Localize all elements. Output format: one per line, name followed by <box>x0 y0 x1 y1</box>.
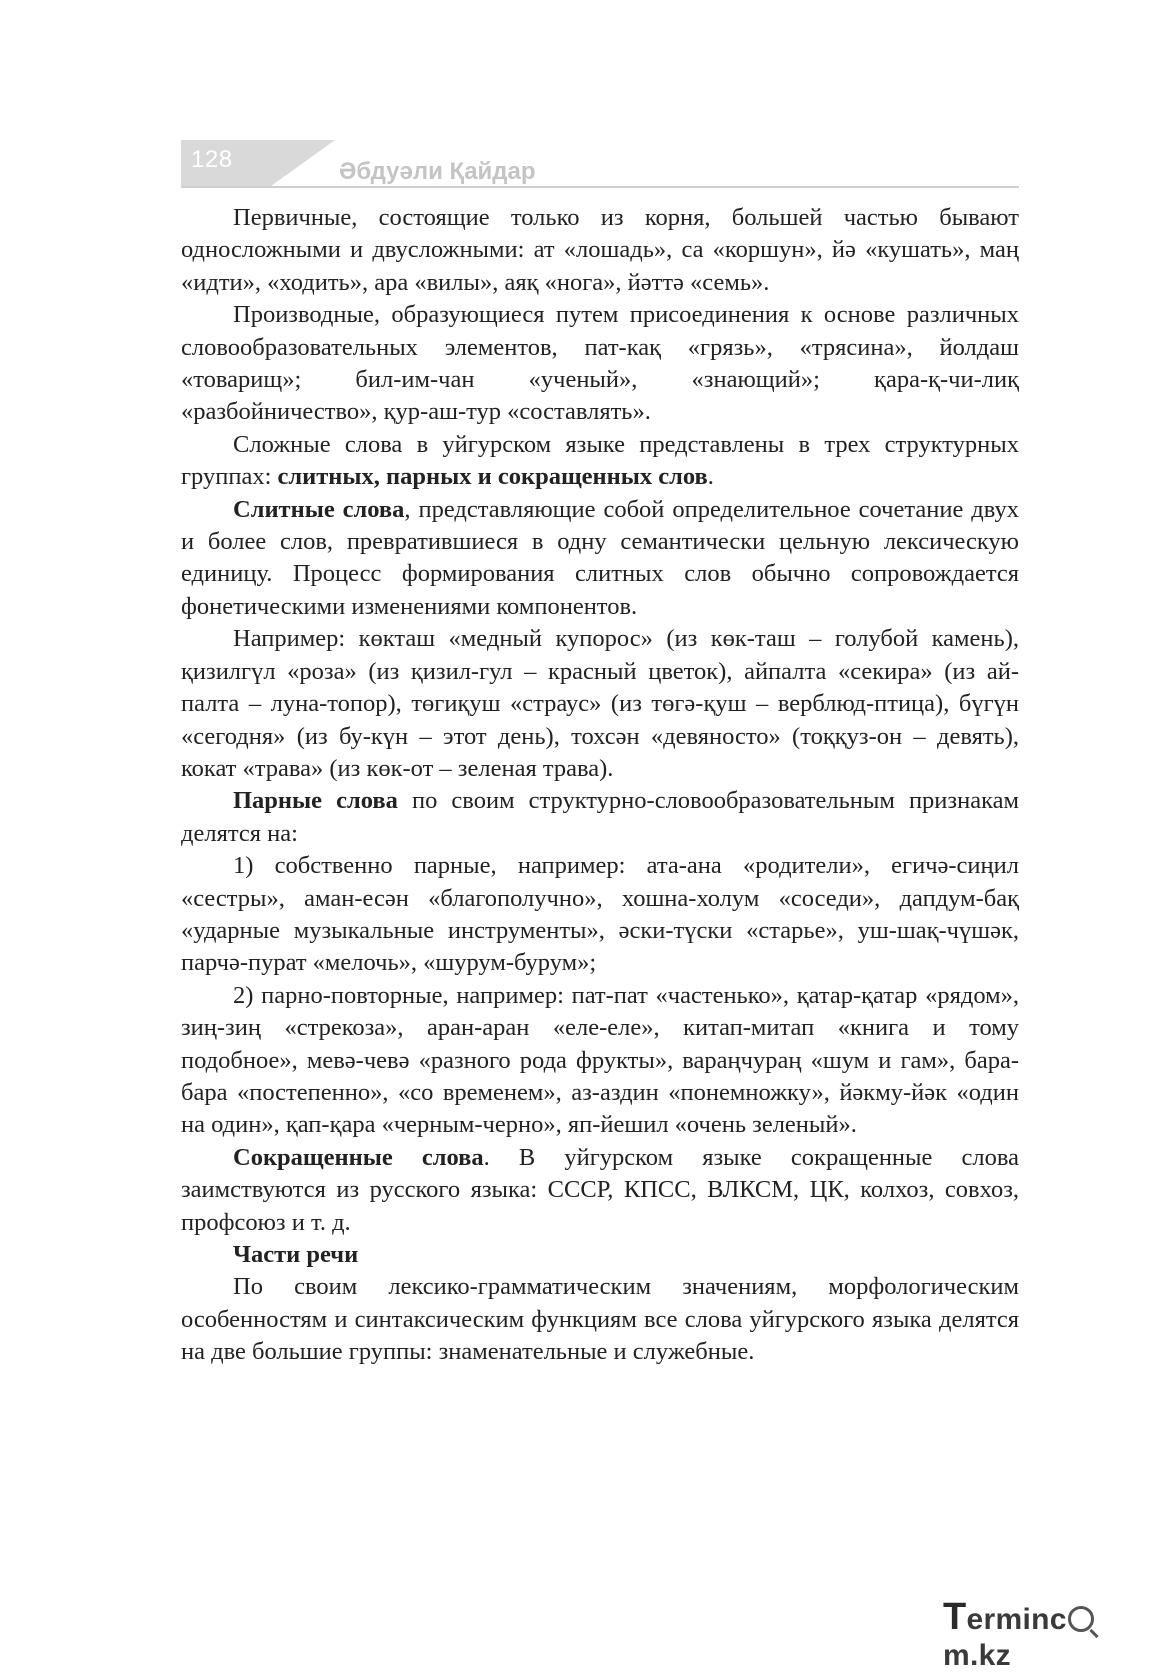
paragraph-paired-words <box>181 785 1019 850</box>
list-item-repetitive-paired: 2) парно-повторные, например: пат-пат «частенько», қатар-қатар «рядом», зиң-зиң «стрекоза», аран-аран «еле-еле», китап-митап «книга и тому подобное», мевә-чевә «разного рода фрукты», вараңчураң «шум и гам», бара-бара «постепенно», «со временем», аз-аздин «понемножку», йәкму-йәк «один на один», қап-қара «черным-черно», яп-йешил «очень зеленый». <box>181 981 1019 1139</box>
running-head-author: Әбдуәли Қайдар <box>339 158 536 185</box>
magnifier-icon <box>1068 1606 1094 1632</box>
term-abbreviated-words: Сокращенные слова <box>233 1143 484 1171</box>
list-item-proper-paired: 1) собственно парные, например: ата-ана «родители», егичә-сиңил «сестры», аман-есән «благополучно», хошна-холум «соседи», дапдум-бақ «ударные музыкальные инструменты», әски-түски «старье», уш-шақ-чүшәк, парчә-пурат «мелочь», «шурум-бурум»; <box>181 852 1019 977</box>
section-heading: Части речи <box>233 1241 359 1268</box>
paragraph-parts-of-speech: По своим лексико-грамматическим значениям, морфологическим особенностям и синтаксическим функциям все слова уйгурского языка делятся на две большие группы: знаменательные и служебные. <box>181 1273 1019 1366</box>
paragraph-derived-words: Производные, образующиеся путем присоединения к основе различных словообразовательных элементов, пат-кақ «грязь», «трясина», йолдаш «товарищ»; бил-им-чан «ученый», «знающий»; қара-қ-чи-лиқ «разбойничество», қур-аш-тур «составлять». <box>181 301 1019 426</box>
page-body <box>181 202 1019 1369</box>
paragraph-text: по своим структурно-словообразовательным признакам делятся на: <box>181 787 1019 847</box>
page-header <box>181 140 1019 192</box>
term-paired-words: Парные слова <box>233 787 398 815</box>
page-number-tab-arrow <box>271 140 335 186</box>
paragraph-text: . <box>707 463 714 491</box>
paragraph-text: . В уйгурском языке сокращенные слова заимствуются из русского языка: СССР, КПСС, ВЛКСМ, ЦК, колхоз, совхоз, профсоюз и т. д. <box>181 1143 1019 1236</box>
watermark-text: m.kz <box>943 1639 1011 1672</box>
emphasis-text: слитных, парных и сокращенных слов <box>277 463 708 491</box>
page-number: 128 <box>191 146 233 173</box>
header-rule <box>181 186 1019 188</box>
paragraph-text: Сложные слова в уйгурском языке представлены в трех структурных группах: <box>181 430 1019 491</box>
watermark-text: erminc <box>966 1603 1067 1636</box>
paragraph-abbreviated-words <box>181 1142 1019 1239</box>
paragraph-examples: Например: көкташ «медный купорос» (из көк-таш – голубой камень), қизилгүл «роза» (из қизил-гул – красный цветок), айпалта «секира» (из ай-палта – луна-топор), төгиқуш «страус» (из төгә-қуш – верблюд-птица), бүгүн «сегодня» (из бу-күн – этот день), тохсән «девяносто» (тоққуз-он – девять), кокат «трава» (из көк-от – зеленая трава). <box>181 625 1019 782</box>
paragraph-primary-words: Первичные, состоящие только из корня, большей частью бывают односложными и двусложными: ат «лошадь», са «коршун», йә «кушать», маң «идти», «ходить», ара «вилы», аяқ «нога», йәттә «семь». <box>181 204 1019 296</box>
term-fused-words: Слитные слова <box>233 495 405 523</box>
watermark-letter: T <box>943 1596 967 1638</box>
paragraph-fused-words <box>181 494 1019 624</box>
site-watermark <box>943 1596 1158 1673</box>
paragraph-text: , представляющие собой определительное сочетание двух и более слов, превратившиеся в одну семантически цельную лексическую единицу. Процесс формирования слитных слов обычно сопровождается фонетическими изменениями компонентов. <box>181 495 1019 620</box>
paragraph-compound-words <box>181 429 1019 494</box>
